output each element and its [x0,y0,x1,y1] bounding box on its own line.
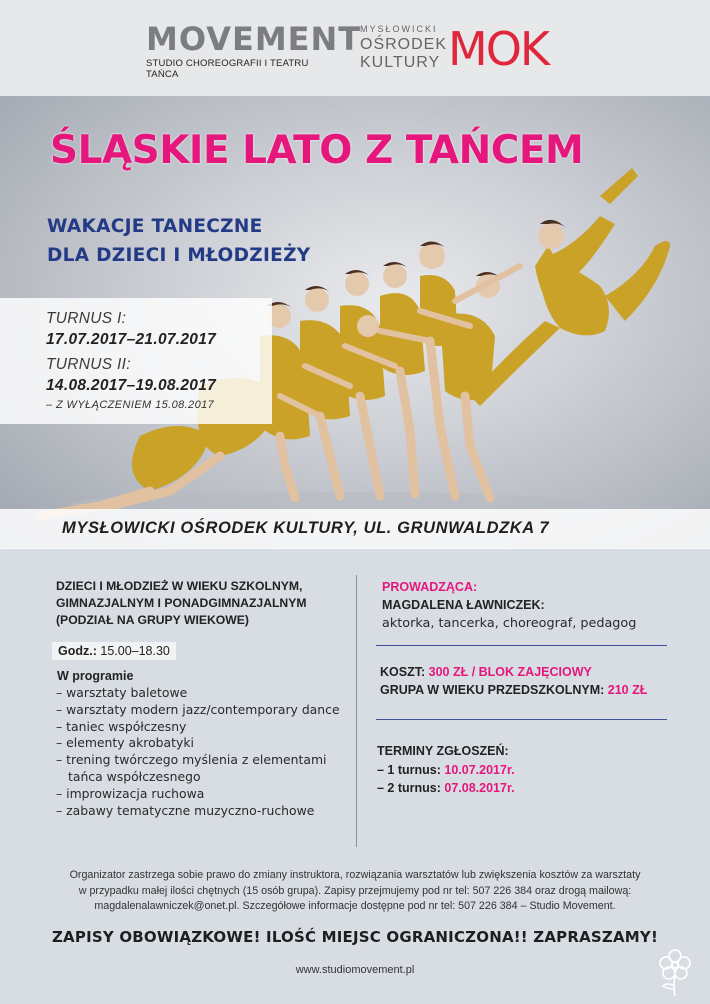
list-item: – warsztaty baletowe [56,685,188,700]
leader-description: aktorka, tancerka, choreograf, pedagog [382,616,637,631]
preschool-value: 210 ZŁ [607,683,648,697]
deadline2-label: – 2 turnus: [377,781,441,795]
mok-logo [360,24,560,74]
mok-logo-line2: OŚRODEK [360,36,448,53]
deadline1-value: 10.07.2017r. [444,763,515,777]
venue-address: MYSŁOWICKI OŚRODEK KULTURY, UL. GRUNWALDZKA 7 [62,519,550,537]
column-divider [356,575,357,847]
hours-label: Godz.: [58,644,97,658]
turnus2-label: TURNUS II: [46,356,131,373]
list-item: – improwizacja ruchowa [56,785,205,801]
turnus1-label: TURNUS I: [46,310,127,327]
website-link[interactable]: www.studiomovement.pl [295,964,415,976]
list-item: – zabawy tematyczne muzyczno-ruchowe [56,802,315,818]
subtitle-line-2: DLA DZIECI I MŁODZIEŻY [47,245,311,266]
movement-logo-word: MOVEMENT [146,20,362,58]
program-list [56,685,356,819]
mok-logo-line1: MYSŁOWICKI [360,24,438,34]
movement-logo [146,20,362,80]
cost-label: KOSZT: [380,665,426,679]
page-subtitle [47,212,310,270]
flower-icon [655,946,695,998]
deadline-row-2 [377,781,515,795]
divider-line [376,719,667,720]
deadline1-label: – 1 turnus: [377,763,441,777]
organizer-note-line-1: Organizator zastrzega sobie prawo do zmiany instruktora, rozwiązania warsztatów lub zwiększenia kosztów za warsztaty [69,869,641,881]
turnus2-note: – Z WYŁĄCZENIEM 15.08.2017 [46,399,215,411]
divider-line [376,645,667,646]
turnus1-dates: 17.07.2017–21.07.2017 [46,331,217,348]
header [0,0,710,96]
audience-line-1: DZIECI I MŁODZIEŻ W WIEKU SZKOLNYM, [56,579,303,593]
leader-label: PROWADZĄCA: [382,580,478,594]
organizer-note [20,868,690,915]
hours-badge [52,642,176,660]
page-title: ŚLĄSKIE LATO Z TAŃCEM [50,128,584,173]
turnus-box [0,298,272,424]
turnus2-dates: 14.08.2017–19.08.2017 [46,377,217,394]
hours-value: 15.00–18.30 [100,644,170,658]
program-heading: W programie [57,669,134,683]
cost-row [380,665,592,679]
cost-value: 300 ZŁ / BLOK ZAJĘCIOWY [428,665,592,679]
list-item: – warsztaty modern jazz/contemporary dance [56,701,340,717]
list-item: – elementy akrobatyki [56,735,194,751]
audience-line-2: GIMNAZJALNYM I PONADGIMNAZJALNYM [56,596,307,610]
deadline-row-1 [377,763,515,777]
audience-line-3: (PODZIAŁ NA GRUPY WIEKOWE) [56,613,249,627]
movement-logo-subtitle: STUDIO CHOREOGRAFII I TEATRU TAŃCA [146,58,309,80]
deadline2-value: 07.08.2017r. [444,781,515,795]
organizer-note-line-3: magdalenalawniczek@onet.pl. Szczegółowe informacje dostępne pod nr tel: 507 226 384 – Studio Movement. [94,900,616,912]
preschool-row [380,683,647,697]
list-item: – trening twórczego myślenia z elementami tańca współczesnego [56,752,327,784]
mok-logo-mark: MOK [448,22,549,76]
organizer-note-line-2: w przypadku małej ilości chętnych (15 osób grupa). Zapisy przejmujemy pod nr tel: 507 226 384 oraz drogą mailową: [78,884,632,897]
deadlines-label: TERMINY ZGŁOSZEŃ: [377,744,509,758]
leader-name: MAGDALENA ŁAWNICZEK: [382,598,545,612]
mok-logo-line3: KULTURY [360,54,441,71]
preschool-label: GRUPA W WIEKU PRZEDSZKOLNYM: [380,683,605,697]
list-item: – taniec współczesny [56,718,187,734]
subtitle-line-1: WAKACJE TANECZNE [47,216,263,237]
call-to-action: ZAPISY OBOWIĄZKOWE! ILOŚĆ MIEJSC OGRANICZONA!! ZAPRASZAMY! [51,928,659,946]
audience-info [56,578,356,629]
